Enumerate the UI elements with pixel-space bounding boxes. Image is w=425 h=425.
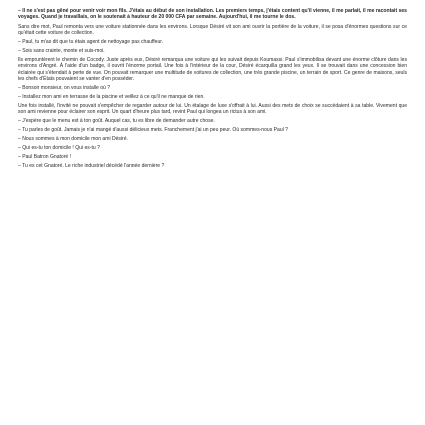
dialogue-line: – Bonsoir monsieur, on vous installe où ? [18, 85, 111, 92]
dialogue-line: – Nous sommes à mon domicile mon ami Désiré. [18, 135, 128, 142]
paragraph: Ils empruntèrent le chemin de Cocody. Juste après eux, Désiré remarqua une voiture qui les suivait depuis Koumassi. Paul s'immobilisa devant une énorme clôture dans les environs d'Angré. À l'aide d'un badge, il ouvrit l'énorme portail. Une fois à l'intérieur de la cour, Désiré écarquilla grand les yeux. Il se trouvait dans une concession bien éclairée qui s'étendait à perte de vue. On pouvait remarquer une multitude de voitures de collection, une très grande piscine, un terrain de sport. Ce genre de maisons, seuls les chefs d'États pouvaient se vanter d'en posséder. [18, 56, 407, 83]
dialogue-line: – J'espère que le menu est à ton goût. Auquel cas, tu es libre de demander autre chose. [18, 118, 215, 125]
paragraph: – Il ne s'est pas gêné pour venir voir mon fils. J'étais au début de son installation. Les premiers temps, j'étais content qu'il vienne, il me parlait, il me racontait ses voyages. Quand je travaillais, on le soutenait à hauteur de 20 000 CFA par semaine. Aujourd'hui, il me tourne le dos. [18, 8, 407, 21]
dialogue-line: – Tu parles de goût. Jamais je n'ai mangé d'aussi délicieux mets. Franchement j'ai un peu peur. Où sommes-nous Paul ? [18, 127, 288, 134]
paragraph: Une fois installé, l'invité ne pouvait s'empêcher de regarder autour de lui. Un étalage de luxe s'offrait à lui. Aussi des mets de choix se succédaient à sa table. Vivement que son ami revienne pour éclairer son esprit. Un quart d'heure plus tard, revint Paul qui longea un rictus à son ami. [18, 102, 407, 116]
dialogue-line: – Installez mon ami en terrasse de la piscine et veillez à ce qu'il ne manque de rien. [18, 93, 205, 100]
dialogue-line: – Sois sans crainte, monte et suis-moi. [18, 47, 105, 54]
dialogue-line: – Paul Batron Gnatoré ! [18, 153, 72, 160]
dialogue-line: – Paul, tu m'as dit que tu étais agent de nettoyage pas chauffeur. [18, 39, 164, 45]
dialogue-line: – Qui es-tu ton domicile ! Qui es-tu ? [18, 144, 100, 151]
paragraph: Sans dire mot, Paul remonta vers une voiture stationnée dans les environs. Lorsque Désiré vit son ami ouvrir la portière de la voiture, il se posa d'énormes questions sur ce qu'était cette voiture de collection. [18, 23, 407, 36]
dialogue-line: – Tu es cet Gnatoré. Le riche industriel décédé l'année dernière ? [18, 162, 165, 169]
